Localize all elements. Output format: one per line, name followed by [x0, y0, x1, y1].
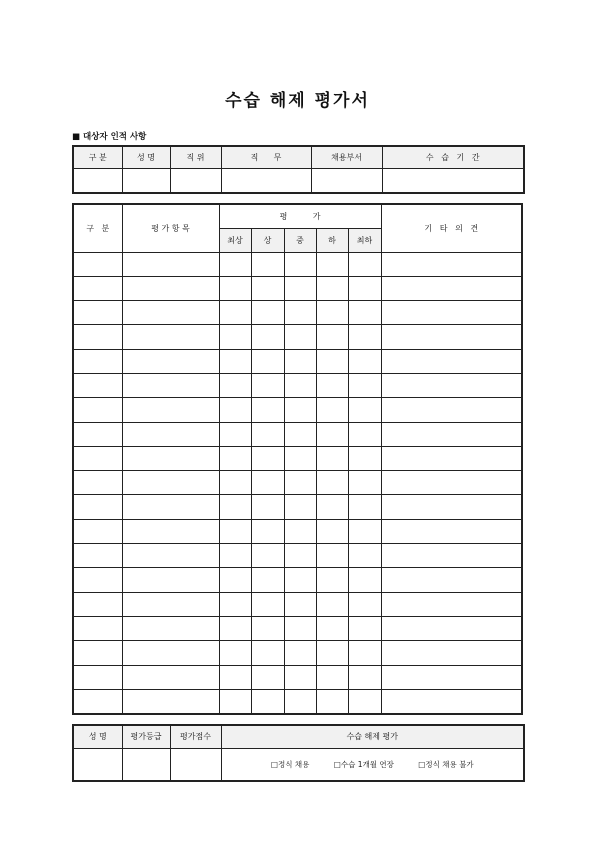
info-cell-duty[interactable]: [221, 168, 311, 193]
eval-cell-best[interactable]: [219, 495, 251, 519]
eval-cell-best[interactable]: [219, 301, 251, 325]
eval-cell-item[interactable]: [122, 301, 219, 325]
option-extend[interactable]: □수습 1개월 연장: [333, 759, 394, 769]
eval-row: [73, 592, 522, 616]
eval-cell-comment[interactable]: [381, 301, 522, 325]
grade-header-average: 중: [284, 228, 316, 252]
eval-cell-comment[interactable]: [381, 689, 522, 713]
eval-cell-comment[interactable]: [381, 665, 522, 689]
eval-cell-category[interactable]: [73, 689, 122, 713]
eval-cell-good[interactable]: [251, 276, 284, 300]
summary-header-result: 수습 해제 평가: [221, 725, 524, 748]
eval-cell-good[interactable]: [251, 665, 284, 689]
eval-cell-good[interactable]: [251, 373, 284, 397]
eval-cell-comment[interactable]: [381, 276, 522, 300]
eval-cell-comment[interactable]: [381, 641, 522, 665]
eval-cell-poor[interactable]: [316, 422, 348, 446]
grade-header-worst: 최하: [348, 228, 381, 252]
eval-cell-category[interactable]: [73, 422, 122, 446]
eval-cell-good[interactable]: [251, 616, 284, 640]
eval-cell-best[interactable]: [219, 568, 251, 592]
eval-cell-good[interactable]: [251, 568, 284, 592]
eval-cell-good[interactable]: [251, 349, 284, 373]
section-label-text: 대상자 인적 사항: [83, 132, 147, 142]
summary-cell-score[interactable]: [170, 748, 221, 781]
eval-cell-best[interactable]: [219, 665, 251, 689]
eval-cell-average[interactable]: [284, 471, 316, 495]
eval-cell-poor[interactable]: [316, 568, 348, 592]
option-reject[interactable]: □정식 채용 불가: [418, 759, 474, 769]
eval-cell-poor[interactable]: [316, 252, 348, 276]
eval-cell-category[interactable]: [73, 592, 122, 616]
eval-cell-comment[interactable]: [381, 568, 522, 592]
eval-row: [73, 398, 522, 422]
eval-cell-best[interactable]: [219, 422, 251, 446]
eval-cell-category[interactable]: [73, 301, 122, 325]
eval-cell-best[interactable]: [219, 471, 251, 495]
eval-cell-good[interactable]: [251, 519, 284, 543]
eval-cell-worst[interactable]: [348, 495, 381, 519]
page-title: 수습 해제 평가서: [225, 91, 370, 111]
eval-cell-average[interactable]: [284, 495, 316, 519]
eval-cell-good[interactable]: [251, 301, 284, 325]
eval-cell-category[interactable]: [73, 276, 122, 300]
eval-cell-item[interactable]: [122, 471, 219, 495]
eval-cell-good[interactable]: [251, 592, 284, 616]
eval-cell-best[interactable]: [219, 349, 251, 373]
eval-cell-good[interactable]: [251, 325, 284, 349]
eval-cell-average[interactable]: [284, 568, 316, 592]
eval-cell-best[interactable]: [219, 252, 251, 276]
eval-cell-average[interactable]: [284, 446, 316, 470]
eval-row: [73, 616, 522, 640]
eval-cell-category[interactable]: [73, 495, 122, 519]
eval-cell-average[interactable]: [284, 301, 316, 325]
eval-cell-category[interactable]: [73, 398, 122, 422]
eval-cell-poor[interactable]: [316, 325, 348, 349]
eval-cell-worst[interactable]: [348, 252, 381, 276]
grade-header-poor: 하: [316, 228, 348, 252]
eval-cell-category[interactable]: [73, 616, 122, 640]
eval-cell-good[interactable]: [251, 544, 284, 568]
eval-cell-worst[interactable]: [348, 689, 381, 713]
eval-header-evaluation: 평 가: [219, 204, 381, 228]
eval-cell-item[interactable]: [122, 519, 219, 543]
eval-cell-item[interactable]: [122, 495, 219, 519]
eval-cell-worst[interactable]: [348, 398, 381, 422]
eval-cell-item[interactable]: [122, 568, 219, 592]
eval-cell-poor[interactable]: [316, 689, 348, 713]
eval-cell-category[interactable]: [73, 544, 122, 568]
eval-cell-average[interactable]: [284, 276, 316, 300]
info-header-department: 채용부서: [311, 146, 382, 168]
eval-cell-item[interactable]: [122, 422, 219, 446]
eval-cell-best[interactable]: [219, 398, 251, 422]
summary-options: [221, 748, 524, 781]
eval-cell-average[interactable]: [284, 373, 316, 397]
info-header-period: 수 습 기 간: [382, 146, 524, 168]
eval-cell-poor[interactable]: [316, 301, 348, 325]
eval-cell-item[interactable]: [122, 689, 219, 713]
eval-cell-average[interactable]: [284, 641, 316, 665]
eval-cell-poor[interactable]: [316, 349, 348, 373]
eval-header-comment: 기 타 의 견: [381, 204, 522, 252]
eval-cell-best[interactable]: [219, 689, 251, 713]
option-hire[interactable]: □정식 채용: [270, 759, 310, 769]
eval-cell-poor[interactable]: [316, 592, 348, 616]
eval-cell-item[interactable]: [122, 592, 219, 616]
eval-cell-average[interactable]: [284, 349, 316, 373]
eval-cell-good[interactable]: [251, 689, 284, 713]
eval-cell-best[interactable]: [219, 373, 251, 397]
info-header-position: 직 위: [170, 146, 221, 168]
eval-cell-best[interactable]: [219, 616, 251, 640]
eval-cell-worst[interactable]: [348, 665, 381, 689]
info-cell-position[interactable]: [170, 168, 221, 193]
eval-cell-comment[interactable]: [381, 519, 522, 543]
eval-cell-category[interactable]: [73, 471, 122, 495]
grade-header-good: 상: [251, 228, 284, 252]
info-cell-period[interactable]: [382, 168, 524, 193]
eval-row: [73, 325, 522, 349]
eval-cell-poor[interactable]: [316, 641, 348, 665]
eval-cell-worst[interactable]: [348, 301, 381, 325]
eval-cell-good[interactable]: [251, 252, 284, 276]
eval-cell-best[interactable]: [219, 641, 251, 665]
eval-cell-item[interactable]: [122, 349, 219, 373]
eval-cell-poor[interactable]: [316, 495, 348, 519]
eval-cell-good[interactable]: [251, 422, 284, 446]
eval-row: [73, 519, 522, 543]
info-table: [72, 145, 525, 194]
summary-header-name: 성 명: [73, 725, 122, 748]
eval-row: [73, 544, 522, 568]
eval-cell-best[interactable]: [219, 276, 251, 300]
eval-cell-item[interactable]: [122, 665, 219, 689]
eval-cell-worst[interactable]: [348, 349, 381, 373]
eval-header-category: 구 분: [73, 204, 122, 252]
eval-cell-category[interactable]: [73, 349, 122, 373]
evaluation-table: [72, 203, 523, 715]
eval-cell-item[interactable]: [122, 616, 219, 640]
info-header-duty: 직 무: [221, 146, 311, 168]
eval-row: [73, 252, 522, 276]
eval-cell-comment[interactable]: [381, 422, 522, 446]
eval-cell-comment[interactable]: [381, 373, 522, 397]
square-bullet-icon: ■: [72, 132, 81, 142]
summary-cell-grade[interactable]: [122, 748, 170, 781]
eval-cell-poor[interactable]: [316, 446, 348, 470]
eval-cell-item[interactable]: [122, 398, 219, 422]
eval-row: [73, 568, 522, 592]
eval-cell-comment[interactable]: [381, 544, 522, 568]
eval-row: [73, 446, 522, 470]
eval-cell-comment[interactable]: [381, 616, 522, 640]
eval-cell-poor[interactable]: [316, 471, 348, 495]
summary-table: [72, 724, 525, 782]
eval-cell-average[interactable]: [284, 544, 316, 568]
eval-row: [73, 373, 522, 397]
eval-cell-best[interactable]: [219, 544, 251, 568]
eval-cell-worst[interactable]: [348, 544, 381, 568]
info-cell-name[interactable]: [122, 168, 170, 193]
eval-cell-average[interactable]: [284, 665, 316, 689]
eval-cell-category[interactable]: [73, 641, 122, 665]
eval-cell-worst[interactable]: [348, 616, 381, 640]
summary-header-score: 평가점수: [170, 725, 221, 748]
eval-cell-category[interactable]: [73, 568, 122, 592]
section-label: [72, 130, 146, 142]
eval-row: [73, 422, 522, 446]
eval-row: [73, 641, 522, 665]
eval-cell-worst[interactable]: [348, 446, 381, 470]
summary-header-grade: 평가등급: [122, 725, 170, 748]
eval-cell-comment[interactable]: [381, 349, 522, 373]
eval-cell-poor[interactable]: [316, 544, 348, 568]
eval-cell-category[interactable]: [73, 519, 122, 543]
eval-cell-comment[interactable]: [381, 325, 522, 349]
eval-cell-worst[interactable]: [348, 519, 381, 543]
eval-cell-item[interactable]: [122, 373, 219, 397]
eval-cell-good[interactable]: [251, 641, 284, 665]
eval-cell-poor[interactable]: [316, 373, 348, 397]
eval-cell-comment[interactable]: [381, 398, 522, 422]
info-cell-department[interactable]: [311, 168, 382, 193]
eval-cell-average[interactable]: [284, 689, 316, 713]
eval-cell-category[interactable]: [73, 665, 122, 689]
eval-cell-item[interactable]: [122, 276, 219, 300]
eval-cell-comment[interactable]: [381, 592, 522, 616]
eval-cell-good[interactable]: [251, 471, 284, 495]
eval-cell-best[interactable]: [219, 519, 251, 543]
eval-cell-best[interactable]: [219, 325, 251, 349]
eval-cell-item[interactable]: [122, 544, 219, 568]
eval-cell-average[interactable]: [284, 616, 316, 640]
eval-cell-worst[interactable]: [348, 592, 381, 616]
eval-cell-worst[interactable]: [348, 471, 381, 495]
summary-cell-name[interactable]: [73, 748, 122, 781]
eval-cell-average[interactable]: [284, 422, 316, 446]
eval-row: [73, 276, 522, 300]
eval-cell-item[interactable]: [122, 446, 219, 470]
info-header-name: 성 명: [122, 146, 170, 168]
eval-cell-best[interactable]: [219, 446, 251, 470]
eval-cell-category[interactable]: [73, 446, 122, 470]
eval-cell-poor[interactable]: [316, 398, 348, 422]
eval-cell-category[interactable]: [73, 373, 122, 397]
eval-cell-best[interactable]: [219, 592, 251, 616]
grade-header-best: 최상: [219, 228, 251, 252]
info-header-category: 구 분: [73, 146, 122, 168]
eval-row: [73, 349, 522, 373]
eval-cell-good[interactable]: [251, 446, 284, 470]
eval-cell-item[interactable]: [122, 252, 219, 276]
eval-cell-category[interactable]: [73, 252, 122, 276]
eval-cell-category[interactable]: [73, 325, 122, 349]
eval-row: [73, 495, 522, 519]
eval-cell-average[interactable]: [284, 252, 316, 276]
eval-cell-worst[interactable]: [348, 373, 381, 397]
eval-cell-poor[interactable]: [316, 665, 348, 689]
eval-cell-average[interactable]: [284, 592, 316, 616]
eval-row: [73, 689, 522, 713]
eval-cell-comment[interactable]: [381, 471, 522, 495]
eval-cell-item[interactable]: [122, 641, 219, 665]
eval-cell-comment[interactable]: [381, 446, 522, 470]
eval-cell-worst[interactable]: [348, 641, 381, 665]
eval-cell-average[interactable]: [284, 325, 316, 349]
eval-cell-poor[interactable]: [316, 616, 348, 640]
eval-cell-poor[interactable]: [316, 519, 348, 543]
eval-cell-comment[interactable]: [381, 252, 522, 276]
eval-cell-worst[interactable]: [348, 568, 381, 592]
eval-header-item: 평 가 항 목: [122, 204, 219, 252]
eval-cell-poor[interactable]: [316, 276, 348, 300]
eval-cell-average[interactable]: [284, 398, 316, 422]
eval-cell-average[interactable]: [284, 519, 316, 543]
eval-cell-good[interactable]: [251, 495, 284, 519]
eval-row: [73, 665, 522, 689]
eval-row: [73, 301, 522, 325]
eval-cell-worst[interactable]: [348, 325, 381, 349]
info-cell-category[interactable]: [73, 168, 122, 193]
eval-cell-good[interactable]: [251, 398, 284, 422]
eval-row: [73, 471, 522, 495]
eval-cell-worst[interactable]: [348, 422, 381, 446]
eval-cell-comment[interactable]: [381, 495, 522, 519]
eval-cell-worst[interactable]: [348, 276, 381, 300]
eval-cell-item[interactable]: [122, 325, 219, 349]
